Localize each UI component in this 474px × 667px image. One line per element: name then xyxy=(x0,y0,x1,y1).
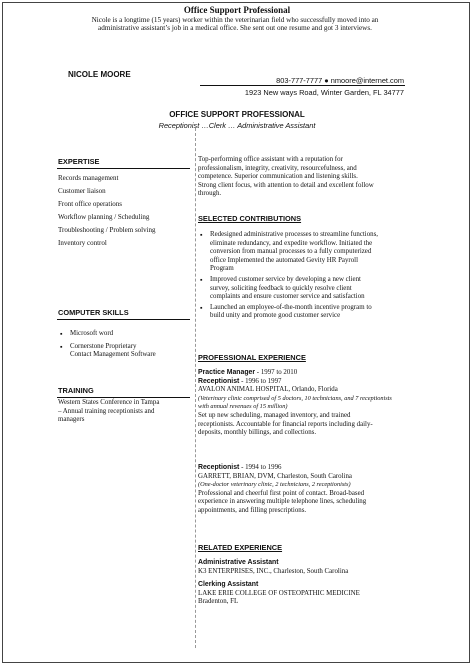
related-heading: RELATED EXPERIENCE xyxy=(198,543,283,552)
skills-rule xyxy=(57,319,190,320)
contact-divider xyxy=(200,85,405,86)
summary-paragraph: Top-performing office assistant with a reputation for professionalism, integrity, creativity, resourcefulness, and competence. Superior communication and listening skills. Strong client focus, with attention to detail and excellent follow through. xyxy=(198,156,374,198)
related-item: Administrative Assistant K3 ENTERPRISES, INC., Charleston, South Carolina xyxy=(198,559,349,575)
related-list xyxy=(198,559,430,607)
expertise-rule xyxy=(57,168,190,169)
job-description: Professional and cheerful first point of contact. Broad-based experience in answering multiple telephone lines, scheduling appointments, and filling prescriptions. xyxy=(198,489,367,514)
expertise-heading: EXPERTISE xyxy=(58,157,100,166)
list-item: Customer liaison xyxy=(58,187,106,195)
header-subtitle-line: administrative assistant’s job in a medical office. She sent out one resume and got 3 interviews. xyxy=(98,24,372,33)
job-role-line: Receptionist - 1994 to 1996 xyxy=(198,464,282,471)
list-item: Troubleshooting / Problem solving xyxy=(58,226,156,234)
job-garrett xyxy=(198,464,430,516)
expertise-list xyxy=(58,173,193,251)
list-item: ▪ Redesigned administrative processes to streamline functions, eliminate redundancy, and expedite workflow. Initiated the conversion from manual processes to a fully computerized office Implemented the automated Gevity HR Payroll Program xyxy=(198,231,426,274)
training-heading: TRAINING xyxy=(58,386,94,395)
training-rule xyxy=(57,397,190,398)
skills-list xyxy=(58,330,198,360)
address: 1923 New ways Road, Winter Garden, FL 34777 xyxy=(244,88,404,97)
list-item: Front office operations xyxy=(58,200,123,208)
list-item: Records management xyxy=(58,174,119,182)
person-name: NICOLE MOORE xyxy=(68,70,131,79)
column-divider xyxy=(195,128,196,648)
header-title: Office Support Professional xyxy=(183,5,291,15)
job-role-line: Practice Manager - 1997 to 2010 xyxy=(198,369,298,376)
list-item: ▪ Launched an employee-of-the-month incentive program to build unity and promote good customer service xyxy=(198,304,426,321)
job-avalon xyxy=(198,369,430,438)
job-note: (Veterinary clinic comprised of 5 doctors, 10 technicians, and 7 receptionists with annual revenues of 15 million) xyxy=(198,394,392,411)
related-item: Clerking Assistant LAKE ERIE COLLEGE OF OSTEOPATHIC MEDICINE Bradenton, FL xyxy=(198,581,360,606)
headline-title: OFFICE SUPPORT PROFESSIONAL xyxy=(169,110,305,119)
job-employer: GARRETT, BRIAN, DVM, Charleston, South Carolina xyxy=(198,472,352,480)
phone-email: 803-777-7777 ● nmoore@internet.com xyxy=(276,76,404,85)
contributions-list xyxy=(198,231,426,321)
list-item: ▪ Improved customer service by developing a new client survey, soliciting feedback to quickly resolve client complaints and ensure customer service and satisfaction xyxy=(198,276,426,302)
training-text: Western States Conference in Tampa – Annual training receptionists and managers xyxy=(58,399,160,424)
list-item: ▪ Microsoft word xyxy=(58,330,198,339)
header-subtitle xyxy=(60,16,410,33)
job-note: (One-doctor veterinary clinic, 2 technicians, 2 receptionists) xyxy=(198,481,351,489)
list-item: Workflow planning / Scheduling xyxy=(58,213,150,221)
header-subtitle-line: Nicole is a longtime (15 years) worker within the veterinarian field who successfully moved into an xyxy=(91,16,379,24)
computer-skills-heading: COMPUTER SKILLS xyxy=(58,308,129,317)
list-item: ▪ Cornerstone Proprietary Contact Management Software xyxy=(58,343,198,360)
job-description: Set up new scheduling, managed inventory, and trained receptionists. Accountable for financial reports including daily- deposits, monthly billings, and collections. xyxy=(198,411,373,437)
job-employer: AVALON ANIMAL HOSPITAL, Orlando, Florida xyxy=(198,386,338,394)
job-role-line: Receptionist - 1996 to 1997 xyxy=(198,377,282,385)
experience-heading: PROFESSIONAL EXPERIENCE xyxy=(198,353,306,362)
contributions-heading: SELECTED CONTRIBUTIONS xyxy=(198,214,302,223)
list-item: Inventory control xyxy=(58,239,107,247)
headline-subtitle: Receptionist …Clerk … Administrative Assistant xyxy=(158,121,316,130)
